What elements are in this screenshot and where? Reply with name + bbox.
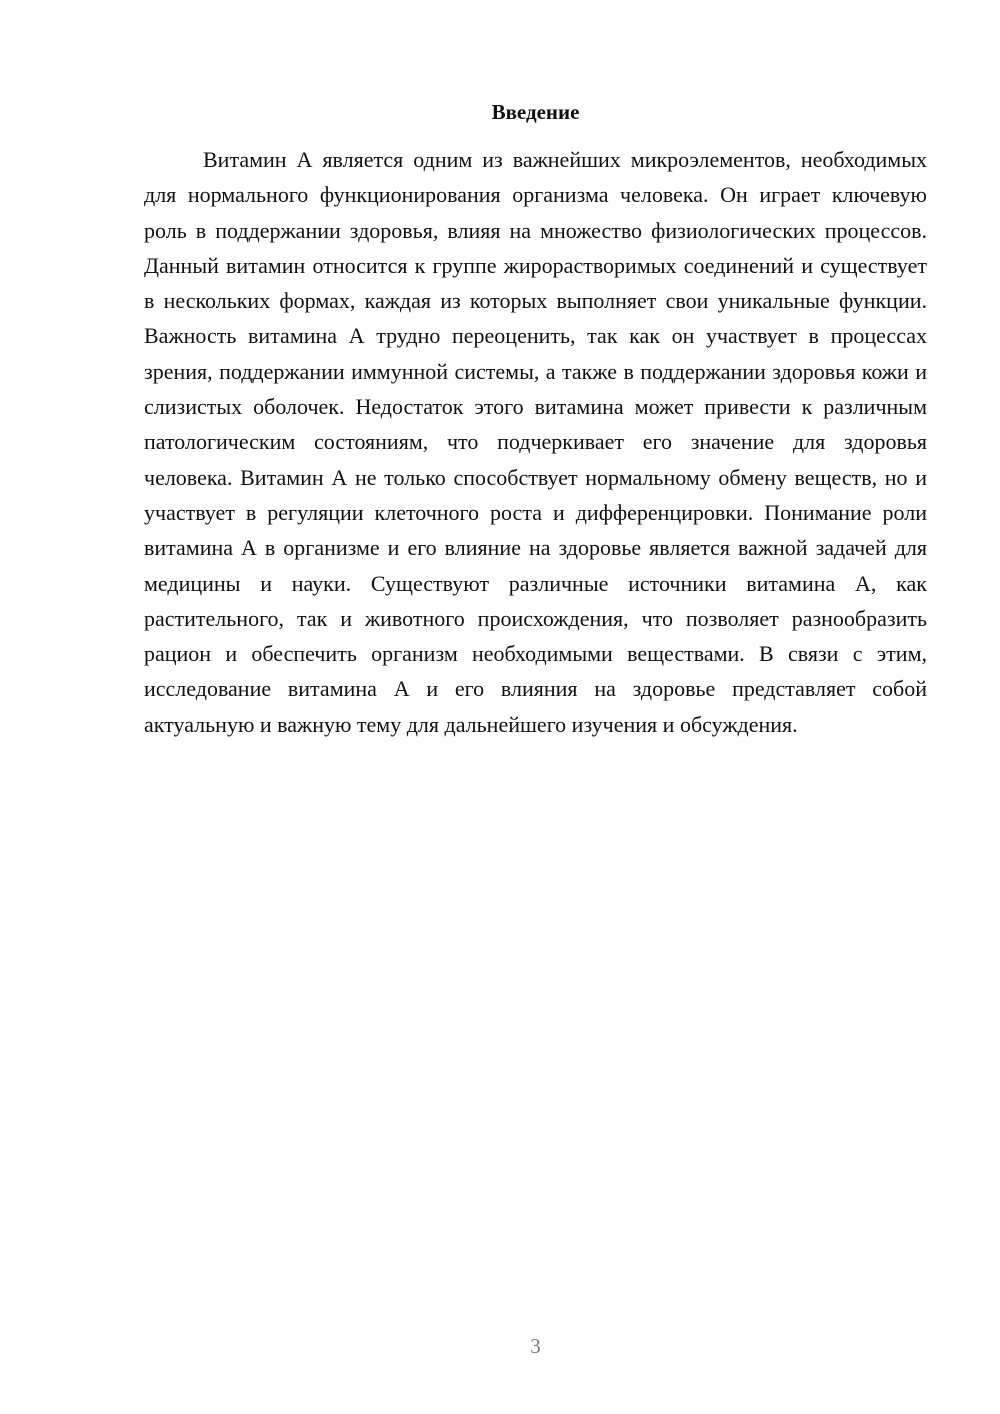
page-number: 3 [530,1334,541,1358]
body-paragraph: Витамин А является одним из важнейших микроэлементов, необходимых для нормального функционирования организма человека. Он играет ключевую роль в поддержании здоровья, влияя на множество физиологических процессов. Данный витамин относится к группе жирорастворимых соединений и существует в нескольких формах, каждая из которых выполняет свои уникальные функции. Важность витамина А трудно переоценить, так как он участвует в процессах зрения, поддержании иммунной системы, а также в поддержании здоровья кожи и слизистых оболочек. Недостаток этого витамина может привести к различным патологическим состояниям, что подчеркивает его значение для здоровья человека. Витамин А не только способствует нормальному обмену веществ, но и участвует в регуляции клеточного роста и дифференцировки. Понимание роли витамина А в организме и его влияние на здоровье является важной задачей для медицины и науки. Существуют различные источники витамина А, как растительного, так и животного происхождения, что позволяет разнообразить рацион и обеспечить организм необходимыми веществами. В связи с этим, исследование витамина А и его влияния на здоровье представляет собой актуальную и важную тему для дальнейшего изучения и обсуждения. [144,147,927,737]
section-heading: Введение [491,100,580,124]
